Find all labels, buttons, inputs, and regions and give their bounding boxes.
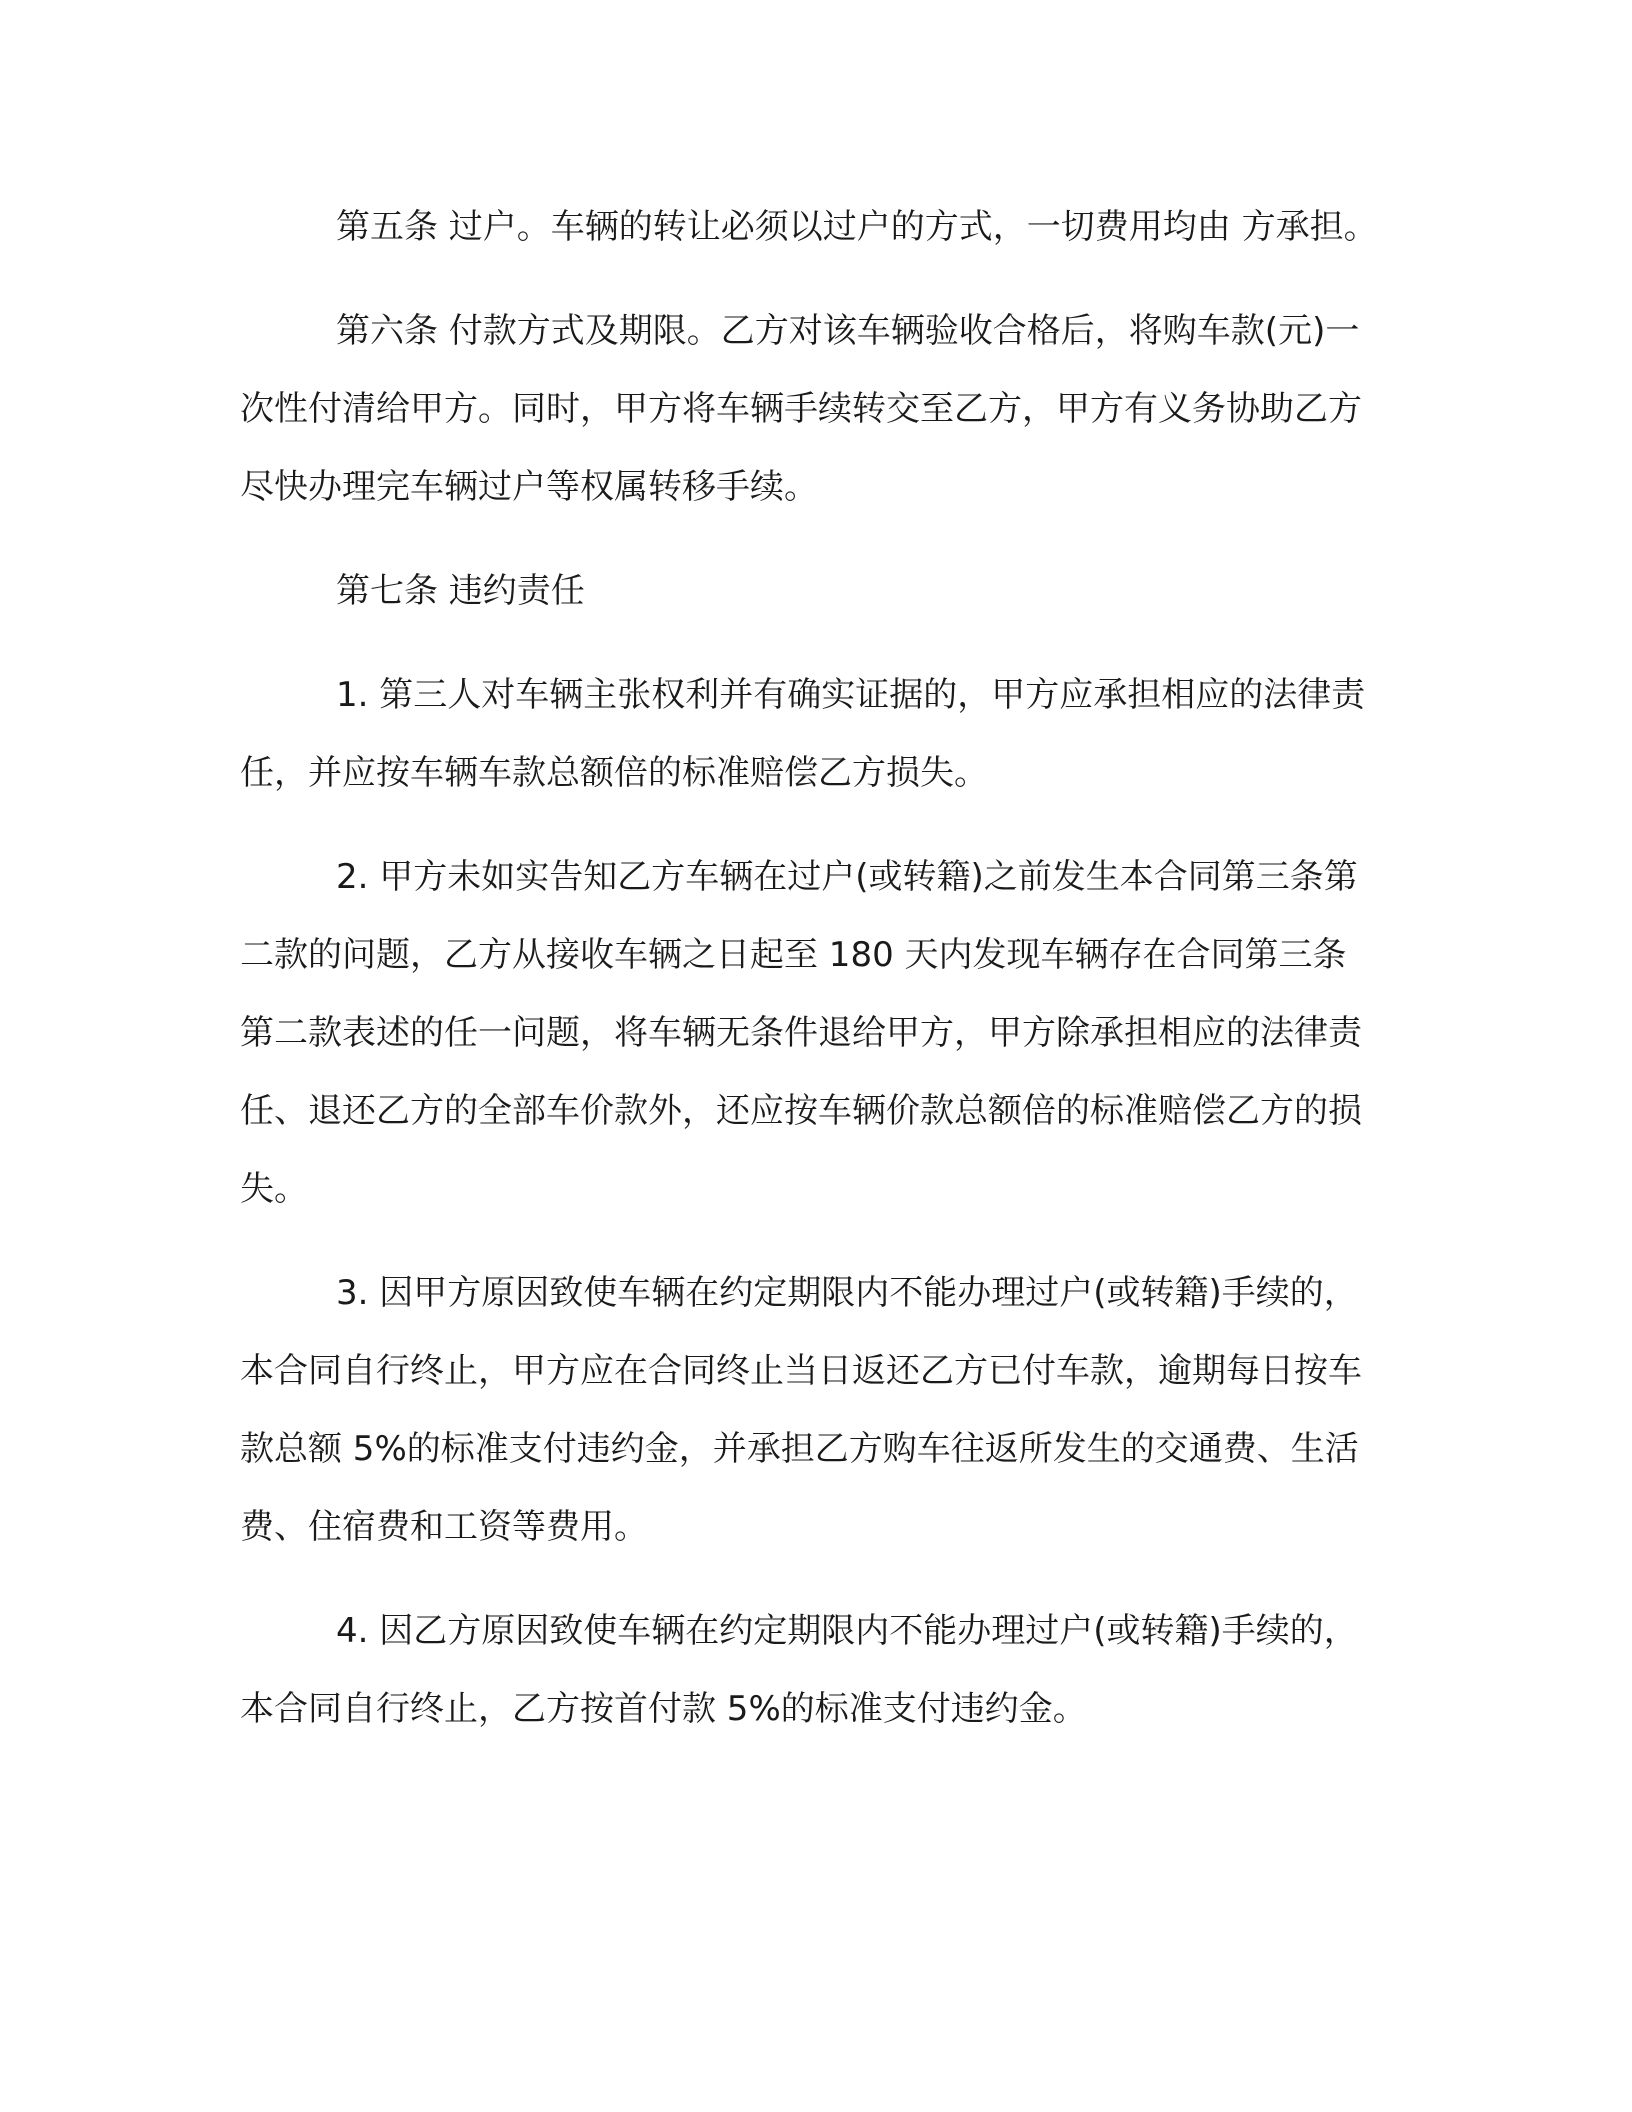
article-5-paragraph: 第五条 过户。车辆的转让必须以过户的方式，一切费用均由 方承担。 [336,207,1378,247]
article-6-paragraph: 第六条 付款方式及期限。乙方对该车辆验收合格后，将购车款(元)一次性付清给甲方。同时，甲方将车辆手续转交至乙方，甲方有义务协助乙方尽快办理完车辆过户等权属转移手续。 [240,311,1362,507]
clause-1-paragraph: 1. 第三人对车辆主张权利并有确实证据的，甲方应承担相应的法律责任，并应按车辆车款总额倍的标准赔偿乙方损失。 [240,675,1366,793]
clause-3-paragraph: 3. 因甲方原因致使车辆在约定期限内不能办理过户(或转籍)手续的，本合同自行终止，甲方应在合同终止当日返还乙方已付车款，逾期每日按车款总额 5%的标准支付违约金，并承担乙方购车往返所发生的交通费、生活费、住宿费和工资等费用。 [240,1273,1362,1547]
document-page [240,188,1380,1774]
clause-4-paragraph: 4. 因乙方原因致使车辆在约定期限内不能办理过户(或转籍)手续的，本合同自行终止，乙方按首付款 5%的标准支付违约金。 [240,1611,1358,1729]
clause-2-paragraph: 2. 甲方未如实告知乙方车辆在过户(或转籍)之前发生本合同第三条第二款的问题，乙方从接收车辆之日起至 180 天内发现车辆存在合同第三条第二款表述的任一问题，将车辆无条件退给甲方，甲方除承担相应的法律责任、退还乙方的全部车价款外，还应按车辆价款总额倍的标准赔偿乙方的损失。 [240,857,1362,1209]
article-7-heading: 第七条 违约责任 [336,571,585,611]
